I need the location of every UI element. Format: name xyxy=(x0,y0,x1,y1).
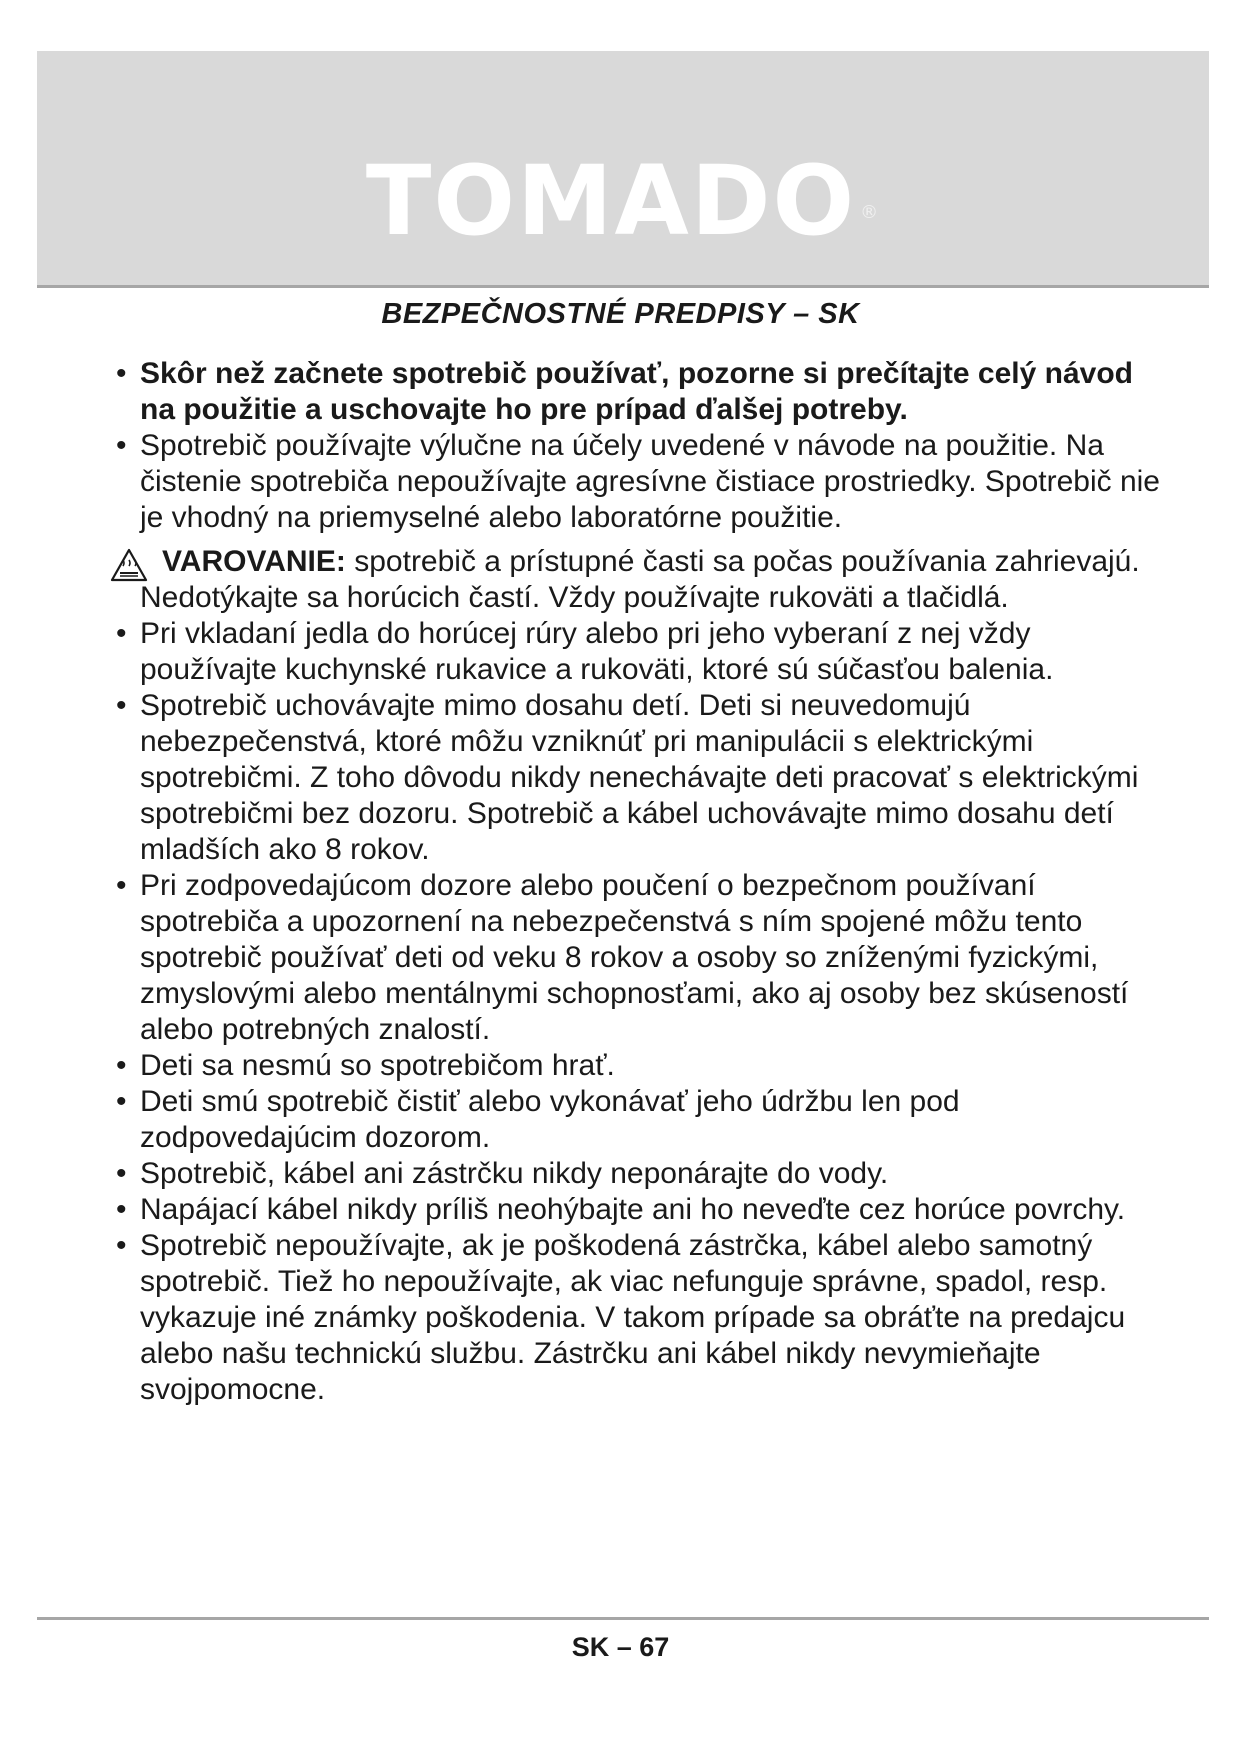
list-item xyxy=(116,1192,1166,1228)
warning-label: VAROVANIE: xyxy=(162,545,346,578)
list-item-text: Deti sa nesmú so spotrebičom hrať. xyxy=(140,1049,615,1082)
list-item xyxy=(116,1084,1166,1156)
bullet: • xyxy=(116,1193,127,1226)
bullet: • xyxy=(116,1157,127,1190)
list-item xyxy=(116,1048,1166,1084)
list-item xyxy=(116,688,1166,868)
list-item xyxy=(116,616,1166,688)
list-item-text: Spotrebič používajte výlučne na účely uvedené v návode na použitie. Na čistenie spotrebiča nepoužívajte agresívne čistiace prostriedky. Spotrebič nie je vhodný na priemyselné alebo laboratórne použitie. xyxy=(140,429,1160,534)
bullet: • xyxy=(116,689,127,722)
list-item xyxy=(116,428,1166,536)
brand-logo-text: TOMADO xyxy=(365,145,857,257)
list-item xyxy=(116,868,1166,1048)
list-item-text: Skôr než začnete spotrebič používať, pozorne si prečítajte celý návod na použitie a uschovajte ho pre prípad ďalšej potreby. xyxy=(140,357,1133,426)
list-item-text: Pri vkladaní jedla do horúcej rúry alebo pri jeho vyberaní z nej vždy používajte kuchynské rukavice a rukoväti, ktoré sú súčasťou balenia. xyxy=(140,617,1054,686)
header-band xyxy=(37,51,1209,288)
bullet: • xyxy=(116,869,127,902)
warning-item xyxy=(116,544,1166,616)
list-item-text: Deti smú spotrebič čistiť alebo vykonávať jeho údržbu len pod zodpovedajúcim dozorom. xyxy=(140,1085,960,1154)
registered-mark: ® xyxy=(860,202,881,223)
bullet: • xyxy=(116,429,127,462)
hot-surface-warning-icon xyxy=(110,548,148,582)
list-item xyxy=(116,1228,1166,1408)
list-item xyxy=(116,1156,1166,1192)
bullet: • xyxy=(116,617,127,650)
page-title: BEZPEČNOSTNÉ PREDPISY – SK xyxy=(381,298,860,330)
page-number: SK – 67 xyxy=(571,1632,670,1662)
bullet: • xyxy=(116,1085,127,1118)
bullet: • xyxy=(116,1049,127,1082)
list-item-text: Spotrebič uchovávajte mimo dosahu detí. Deti si neuvedomujú nebezpečenstvá, ktoré môžu vzniknúť pri manipulácii s elektrickými spotrebičmi. Z toho dôvodu nikdy nenechávajte deti pracovať s elektrickými spotrebičmi bez dozoru. Spotrebič a kábel uchovávajte mimo dosahu detí mladších ako 8 rokov. xyxy=(140,689,1139,866)
list-item-text: Napájací kábel nikdy príliš neohýbajte ani ho neveďte cez horúce povrchy. xyxy=(140,1193,1126,1226)
footer-divider xyxy=(37,1617,1209,1620)
list-item-text: Spotrebič, kábel ani zástrčku nikdy neponárajte do vody. xyxy=(140,1157,889,1190)
bullet: • xyxy=(116,357,127,390)
list-item-text: Spotrebič nepoužívajte, ak je poškodená zástrčka, kábel alebo samotný spotrebič. Tiež ho nepoužívajte, ak viac nefunguje správne, spadol, resp. vykazuje iné známky poškodenia. V takom prípade sa obráťte na predajcu alebo našu technickú službu. Zástrčku ani kábel nikdy nevymieňajte svojpomocne. xyxy=(140,1229,1126,1406)
list-item-text: Pri zodpovedajúcom dozore alebo poučení o bezpečnom používaní spotrebiča a upozornení na nebezpečenstvá s ním spojené môžu tento spotrebič používať deti od veku 8 rokov a osoby so zníženými fyzickými, zmyslovými alebo mentálnymi schopnosťami, ako aj osoby bez skúseností alebo potrebných znalostí. xyxy=(140,869,1129,1046)
brand-logo xyxy=(37,145,1209,257)
bullet: • xyxy=(116,1229,127,1262)
safety-instructions xyxy=(116,356,1166,1408)
warning-text: spotrebič a prístupné časti sa počas používania zahrievajú. Nedotýkajte sa horúcich častí. Vždy používajte rukoväti a tlačidlá. xyxy=(140,545,1140,614)
list-item xyxy=(116,356,1166,428)
